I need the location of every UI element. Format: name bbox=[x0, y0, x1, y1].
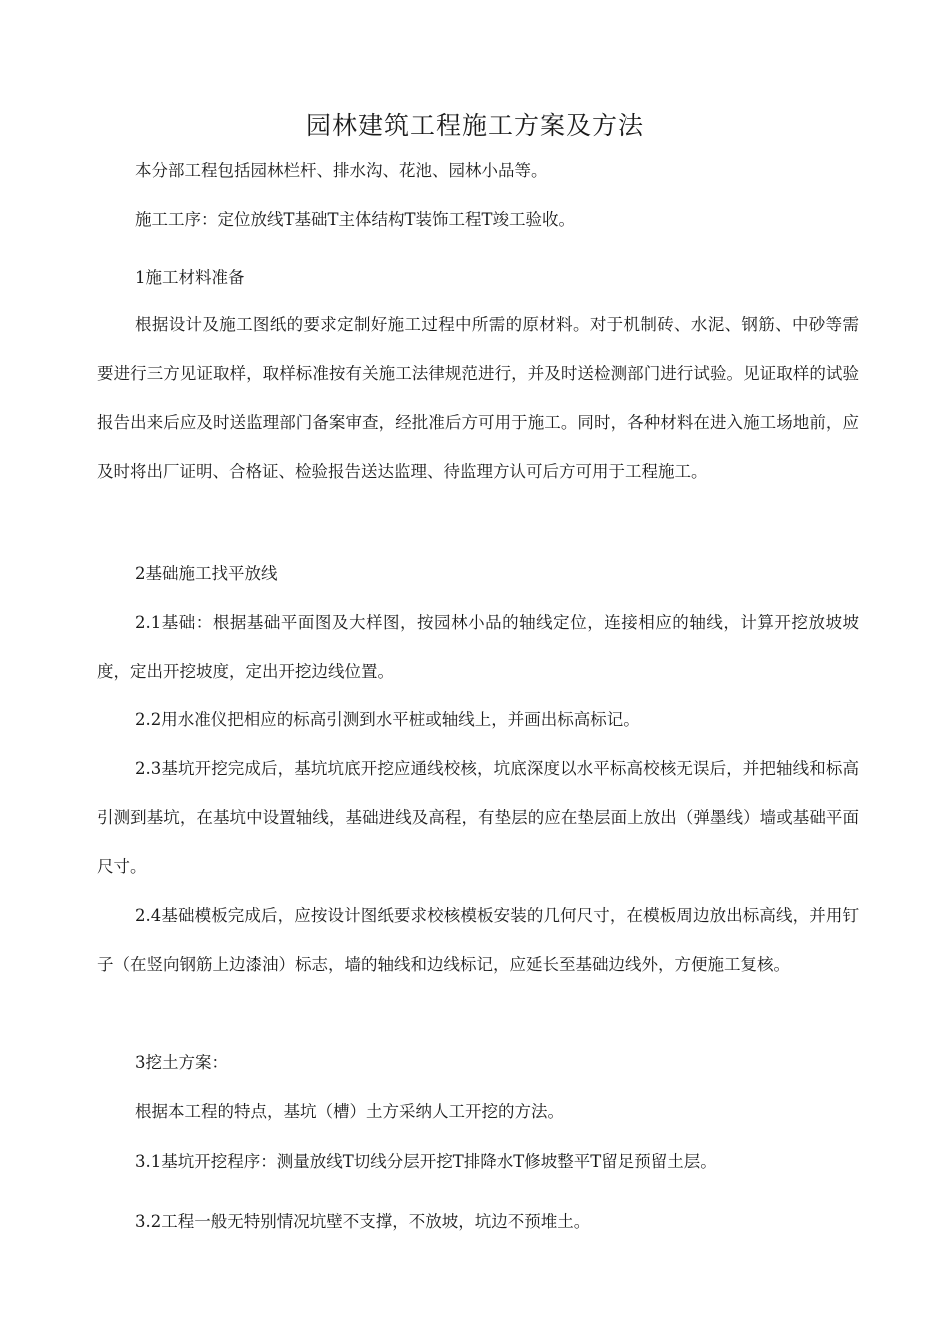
document-title: 园林建筑工程施工方案及方法 bbox=[305, 111, 644, 140]
paragraph-excavation-method: 根据本工程的特点，基坑（槽）土方采纳人工开挖的方法。 bbox=[135, 1102, 564, 1121]
paragraph-2-3: 2.3基坑开挖完成后，基坑坑底开挖应通线校核，坑底深度以水平标高校核无误后，并把轴线和标高引测到基坑，在基坑中设置轴线，基础进线及高程，有垫层的应在垫层面上放出（弹墨线）墙或基础平面尺寸。 bbox=[97, 759, 859, 876]
paragraph-3-2: 3.2工程一般无特别情况坑壁不支撑，不放坡，坑边不预堆土。 bbox=[135, 1212, 591, 1231]
paragraph-procedure: 施工工序：定位放线T基础T主体结构T装饰工程T竣工验收。 bbox=[135, 210, 576, 229]
heading-foundation-leveling: 2基础施工找平放线 bbox=[135, 564, 278, 583]
heading-excavation-plan: 3挖土方案： bbox=[135, 1053, 228, 1072]
paragraph-3-1: 3.1基坑开挖程序：测量放线T切线分层开挖T排降水T修坡整平T留足预留土层。 bbox=[135, 1152, 717, 1171]
paragraph-2-2: 2.2用水准仪把相应的标高引测到水平桩或轴线上，并画出标高标记。 bbox=[135, 710, 640, 729]
paragraph-material-preparation: 根据设计及施工图纸的要求定制好施工过程中所需的原材料。对于机制砖、水泥、钢筋、中砂等需要进行三方见证取样，取样标准按有关施工法律规范进行，并及时送检测部门进行试验。见证取样的试验报告出来后应及时送监理部门备案审查，经批准后方可用于施工。同时，各种材料在进入施工场地前，应及时将出厂证明、合格证、检验报告送达监理、待监理方认可后方可用于工程施工。 bbox=[97, 315, 859, 481]
paragraph-2-1: 2.1基础：根据基础平面图及大样图，按园林小品的轴线定位，连接相应的轴线，计算开挖放坡坡度，定出开挖坡度，定出开挖边线位置。 bbox=[97, 613, 859, 681]
paragraph-scope: 本分部工程包括园林栏杆、排水沟、花池、园林小品等。 bbox=[135, 161, 548, 180]
heading-material-preparation: 1施工材料准备 bbox=[135, 268, 245, 287]
paragraph-2-4: 2.4基础模板完成后，应按设计图纸要求校核模板安装的几何尺寸，在模板周边放出标高线，并用钉子（在竖向钢筋上边漆油）标志，墙的轴线和边线标记，应延长至基础边线外，方便施工复核。 bbox=[97, 906, 859, 974]
